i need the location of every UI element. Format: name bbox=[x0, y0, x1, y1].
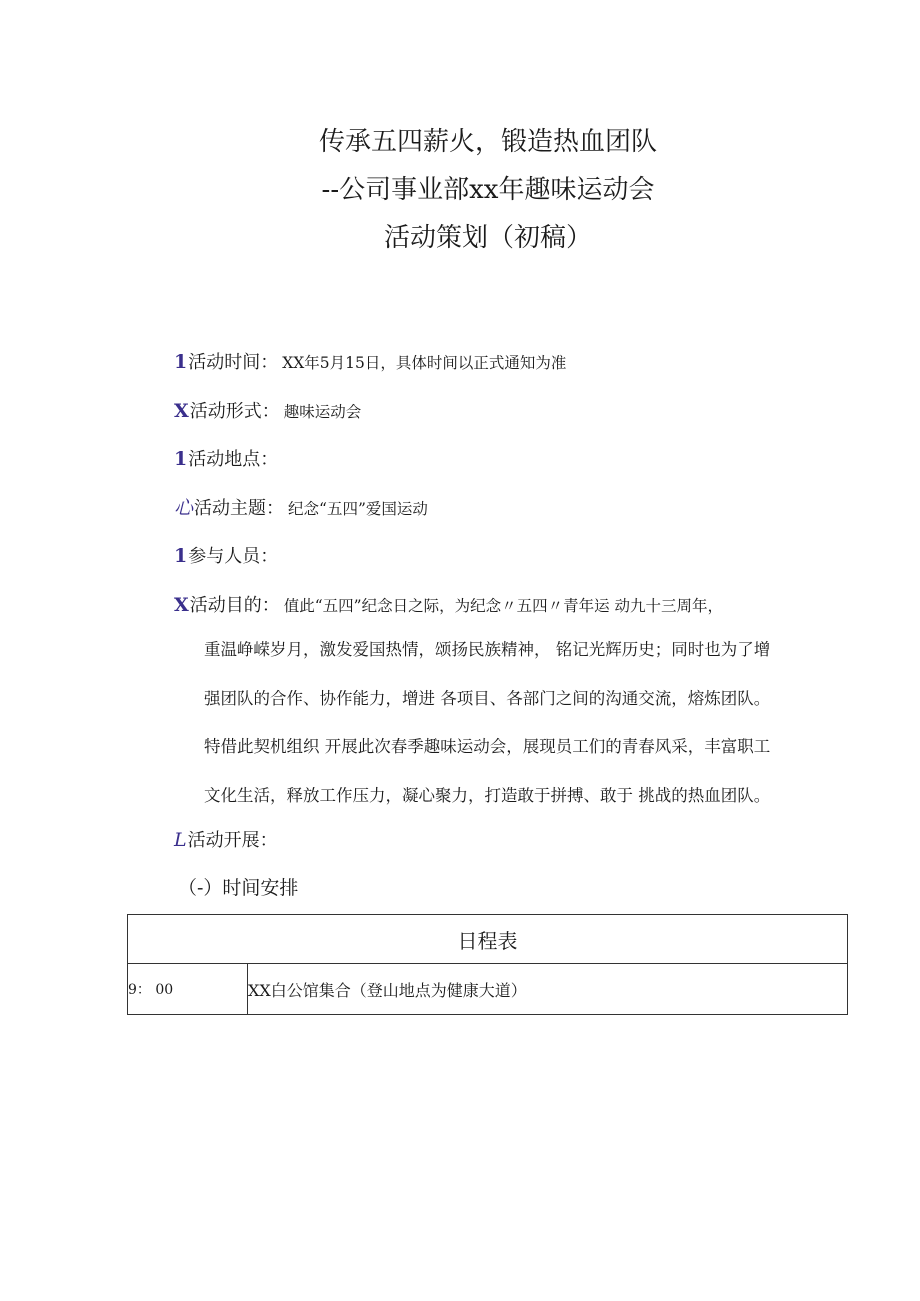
item-label: 活动目的： bbox=[189, 594, 280, 616]
purpose-line: 特借此契机组织 开展此次春季趣味运动会，展现员工们的青春风采，丰富职工 bbox=[204, 737, 771, 756]
item-activity-theme bbox=[174, 486, 874, 535]
info-list bbox=[174, 340, 874, 631]
activity-section bbox=[174, 818, 874, 867]
item-label: 活动开展： bbox=[187, 830, 278, 851]
item-activity-time bbox=[174, 340, 874, 389]
purpose-line: 文化生活，释放工作压力，凝心聚力，打造敢于拼搏、敢于 挑战的热血团队。 bbox=[204, 785, 771, 805]
item-label: 活动形式： bbox=[189, 400, 280, 422]
schedule-table bbox=[127, 914, 848, 1015]
title-main: 传承五四薪火，锻造热血团队 bbox=[318, 127, 657, 157]
item-label: 参与人员： bbox=[188, 546, 279, 567]
item-marker: 心 bbox=[174, 496, 194, 519]
table-header-row bbox=[128, 915, 848, 964]
item-label: 活动主题： bbox=[194, 497, 285, 519]
schedule-header: 日程表 bbox=[128, 915, 848, 964]
item-participants bbox=[174, 534, 874, 583]
table-row bbox=[128, 964, 848, 1015]
item-activity-form bbox=[174, 389, 874, 438]
item-label: 活动时间： bbox=[188, 352, 279, 373]
item-value: 趣味运动会 bbox=[283, 402, 362, 421]
item-activity-development bbox=[174, 818, 874, 867]
title-subtitle: --公司事业部xx年趣味运动会 bbox=[321, 175, 655, 205]
item-marker: 1 bbox=[174, 448, 188, 470]
item-activity-location bbox=[174, 437, 874, 486]
schedule-time: 9： 00 bbox=[128, 964, 248, 1015]
item-value: XX年5月15日，具体时间以正式通知为准 bbox=[282, 354, 567, 372]
subsection-time-schedule: （-）时间安排 bbox=[178, 877, 299, 899]
title-block bbox=[0, 118, 920, 262]
item-value: 纪念“五四”爱国运动 bbox=[288, 499, 428, 518]
schedule-event: XX白公馆集合（登山地点为健康大道） bbox=[248, 964, 848, 1015]
purpose-line: 重温峥嵘岁月，激发爱国热情，颂扬民族精神， 铭记光辉历史；同时也为了增 bbox=[204, 640, 771, 659]
item-marker: X bbox=[174, 593, 189, 616]
item-label: 活动地点： bbox=[188, 449, 279, 470]
item-marker: 1 bbox=[174, 545, 188, 567]
purpose-line: 强团队的合作、协作能力，增进 各项目、各部门之间的沟通交流，熔炼团队。 bbox=[204, 688, 771, 708]
item-value: 值此“五四”纪念日之际，为纪念〃五四〃青年运 动九十三周年， bbox=[283, 596, 724, 615]
item-marker: X bbox=[174, 399, 189, 422]
purpose-paragraph bbox=[204, 626, 864, 820]
title-draft-label: 活动策划（初稿） bbox=[383, 223, 592, 253]
item-marker: L bbox=[174, 829, 187, 851]
item-activity-purpose bbox=[174, 583, 874, 632]
item-marker: 1 bbox=[174, 351, 188, 373]
